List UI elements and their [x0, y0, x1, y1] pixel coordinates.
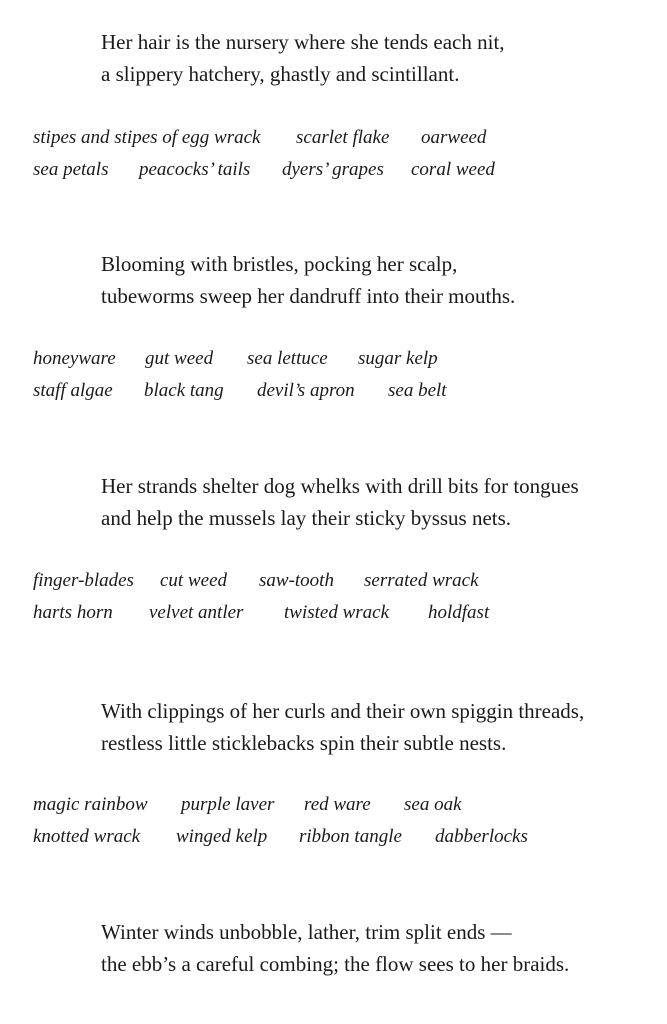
weed-name: knotted wrack: [33, 826, 141, 847]
weed-name: dabberlocks: [435, 826, 528, 847]
weed-row: [33, 597, 653, 629]
weed-name: finger-blades: [33, 570, 134, 591]
weed-row: [33, 375, 653, 407]
weed-name: sea belt: [388, 380, 447, 401]
weed-name: saw-tooth: [259, 570, 334, 591]
stanza-4: [101, 695, 661, 759]
verse-line: and help the mussels lay their sticky byssus nets.: [101, 506, 512, 530]
weed-name: twisted wrack: [284, 602, 390, 623]
verse-line: tubeworms sweep her dandruff into their mouths.: [101, 284, 516, 308]
weed-name: black tang: [144, 380, 224, 401]
weed-name: devil’s apron: [257, 380, 355, 401]
weed-list-4: [33, 789, 653, 853]
weed-name: dyers’ grapes: [282, 159, 384, 180]
weed-name: holdfast: [428, 602, 490, 623]
weed-name: sugar kelp: [358, 348, 438, 369]
verse-line: With clippings of her curls and their own spiggin threads,: [101, 699, 585, 723]
verse-line: a slippery hatchery, ghastly and scintillant.: [101, 62, 460, 86]
weed-name: harts horn: [33, 602, 113, 623]
verse-line: Winter winds unbobble, lather, trim split ends —: [101, 920, 512, 944]
verse-line: Her hair is the nursery where she tends each nit,: [101, 30, 505, 54]
weed-list-3: [33, 565, 653, 629]
weed-name: oarweed: [421, 127, 487, 148]
weed-name: cut weed: [160, 570, 228, 591]
weed-name: staff algae: [33, 380, 113, 401]
weed-name: red ware: [304, 794, 371, 815]
weed-name: sea lettuce: [247, 348, 328, 369]
verse-line: the ebb’s a careful combing; the flow sees to her braids.: [101, 952, 570, 976]
weed-row: [33, 343, 653, 375]
stanza-5: [101, 916, 661, 980]
weed-name: peacocks’ tails: [139, 159, 251, 180]
weed-name: honeyware: [33, 348, 116, 369]
weed-name: coral weed: [411, 159, 495, 180]
stanza-1: [101, 26, 661, 90]
weed-name: sea petals: [33, 159, 109, 180]
weed-list-2: [33, 343, 653, 407]
stanza-2: [101, 248, 661, 312]
weed-row: [33, 154, 653, 186]
weed-list-1: [33, 122, 653, 186]
weed-name: gut weed: [145, 348, 214, 369]
stanza-3: [101, 470, 661, 534]
weed-row: [33, 789, 653, 821]
weed-name: stipes and stipes of egg wrack: [33, 127, 261, 148]
weed-row: [33, 821, 653, 853]
verse-line: Blooming with bristles, pocking her scalp,: [101, 252, 458, 276]
weed-name: ribbon tangle: [299, 826, 402, 847]
weed-row: [33, 122, 653, 154]
weed-name: magic rainbow: [33, 794, 148, 815]
weed-name: scarlet flake: [296, 127, 390, 148]
weed-name: velvet antler: [149, 602, 244, 623]
verse-line: Her strands shelter dog whelks with drill bits for tongues: [101, 474, 579, 498]
weed-name: purple laver: [181, 794, 275, 815]
weed-name: winged kelp: [176, 826, 268, 847]
weed-row: [33, 565, 653, 597]
weed-name: serrated wrack: [364, 570, 479, 591]
verse-line: restless little sticklebacks spin their subtle nests.: [101, 731, 507, 755]
weed-name: sea oak: [404, 794, 462, 815]
